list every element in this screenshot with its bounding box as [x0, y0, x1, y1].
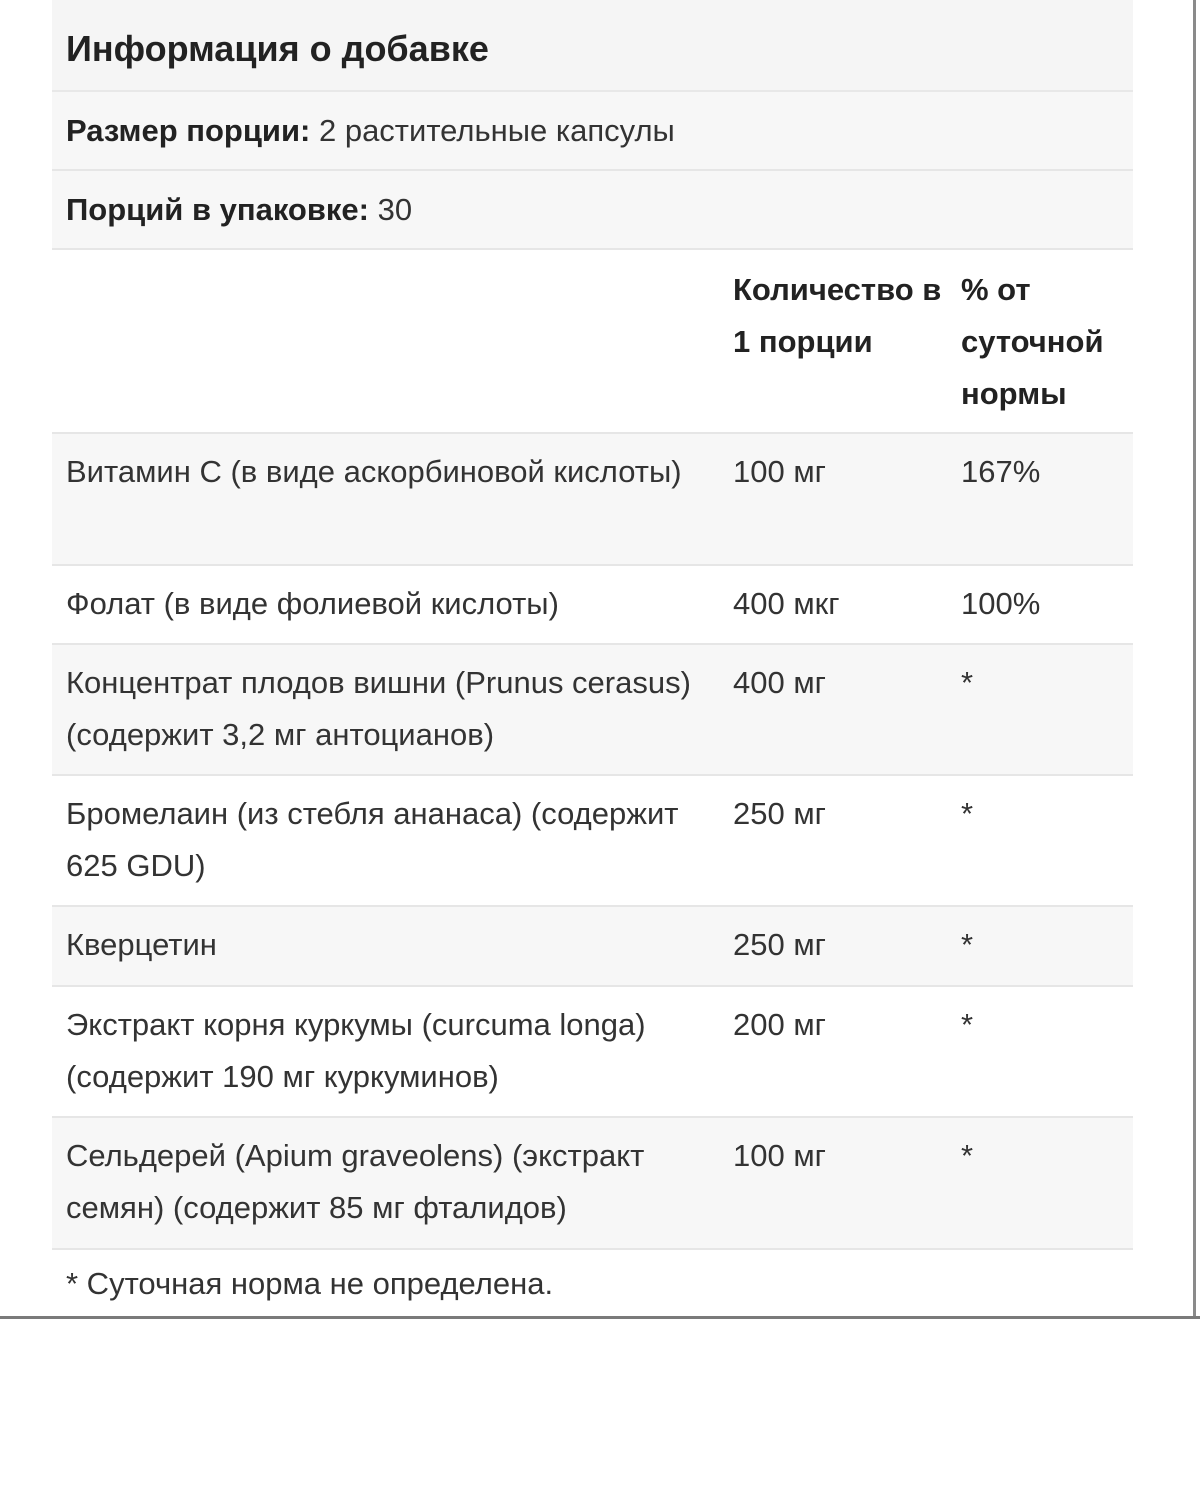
nutrient-amount: 250 мг: [733, 927, 826, 962]
footnote: * Суточная норма не определена.: [66, 1266, 554, 1301]
nutrient-amount: 100 мг: [733, 454, 826, 489]
table-row: [52, 566, 1133, 645]
servings-per-container-label: Порций в упаковке:: [66, 191, 369, 227]
nutrient-name: Экстракт корня куркумы (curcuma longa) (содержит 190 мг куркуминов): [66, 1007, 646, 1094]
nutrient-daily-value: *: [961, 927, 974, 962]
page-title: Информация о добавке: [66, 28, 489, 69]
frame-right-border: [1193, 0, 1196, 1318]
serving-size-value: 2 растительные капсулы: [318, 112, 675, 148]
nutrient-amount: 400 мг: [733, 665, 826, 700]
serving-size-row: [52, 92, 1133, 171]
table-row: [52, 907, 1133, 987]
table-row: [52, 1118, 1133, 1250]
nutrient-daily-value: 167%: [961, 454, 1041, 489]
supplement-facts-panel: [52, 0, 1133, 1314]
servings-per-container-row: [52, 171, 1133, 250]
title-row: [52, 0, 1133, 92]
nutrient-name: Кверцетин: [66, 927, 217, 962]
nutrient-amount: 200 мг: [733, 1007, 826, 1042]
nutrient-name: Фолат (в виде фолиевой кислоты): [66, 586, 559, 621]
table-row: [52, 776, 1133, 907]
nutrient-amount: 250 мг: [733, 796, 826, 831]
nutrient-daily-value: 100%: [961, 586, 1041, 621]
nutrient-daily-value: *: [961, 796, 974, 831]
nutrient-amount: 400 мкг: [733, 586, 840, 621]
frame-bottom-border: [0, 1316, 1200, 1319]
nutrient-daily-value: *: [961, 1007, 974, 1042]
nutrient-name: Сельдерей (Apium graveolens) (экстракт семян) (содержит 85 мг фталидов): [66, 1138, 645, 1225]
nutrient-name: Концентрат плодов вишни (Prunus cerasus) (содержит 3,2 мг антоцианов): [66, 665, 691, 752]
table-row: [52, 987, 1133, 1118]
table-row: [52, 434, 1133, 566]
header-name-cell: [52, 264, 733, 418]
servings-per-container-value: 30: [377, 191, 413, 227]
nutrient-daily-value: *: [961, 665, 974, 700]
nutrient-name: Витамин C (в виде аскорбиновой кислоты): [66, 454, 682, 489]
table-row: [52, 645, 1133, 776]
table-header-row: [52, 250, 1133, 434]
nutrient-daily-value: *: [961, 1138, 974, 1173]
serving-size-label: Размер порции:: [66, 112, 311, 148]
header-amount: Количество в 1 порции: [733, 272, 942, 359]
nutrient-amount: 100 мг: [733, 1138, 826, 1173]
header-daily-value: % от суточной нормы: [961, 272, 1104, 411]
nutrient-name: Бромелаин (из стебля ананаса) (содержит 625 GDU): [66, 796, 679, 883]
